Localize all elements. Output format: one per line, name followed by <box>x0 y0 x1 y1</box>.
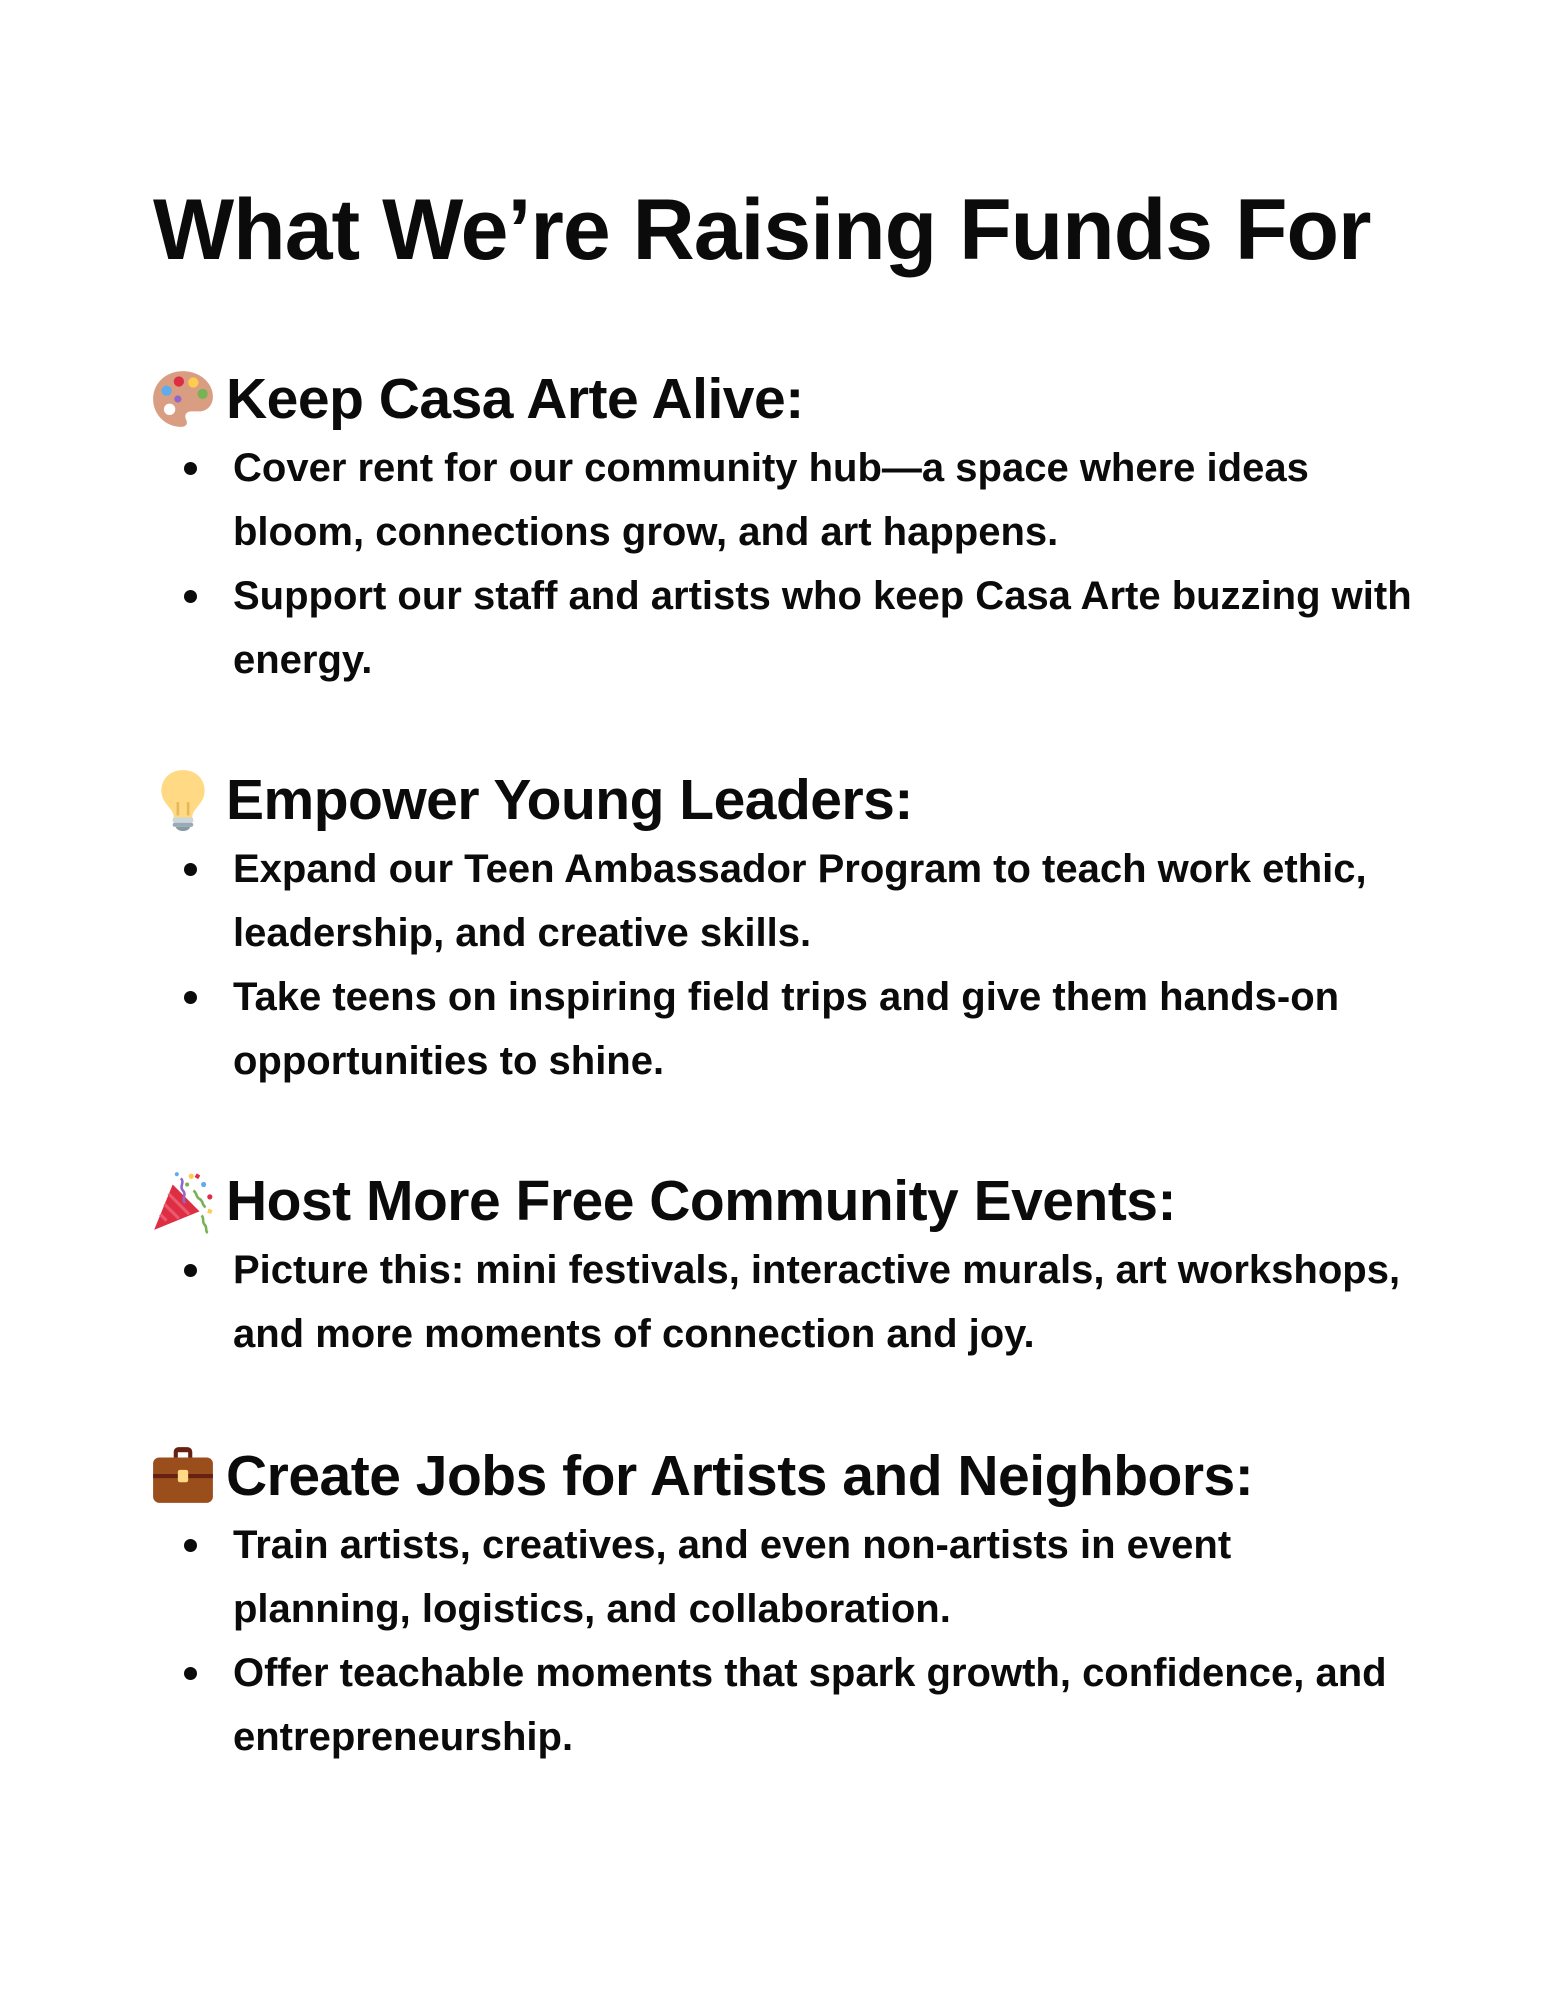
briefcase-icon <box>150 1443 216 1509</box>
section-heading <box>150 362 1410 436</box>
list-item <box>150 837 1413 965</box>
bullet-icon <box>184 1264 197 1277</box>
page-title: What We’re Raising Funds For <box>153 182 1371 278</box>
list-item-text: Support our staff and artists who keep Casa Arte buzzing with energy. <box>233 574 1412 682</box>
party-popper-icon <box>150 1168 216 1234</box>
bullet-list <box>150 1238 1410 1366</box>
section-heading-label: Host More Free Community Events: <box>226 1169 1176 1233</box>
bullet-list <box>150 436 1410 692</box>
section-heading <box>150 1439 1410 1513</box>
section-heading-label: Keep Casa Arte Alive: <box>226 367 804 431</box>
list-item-text: Expand our Teen Ambassador Program to teach work ethic, leadership, and creative skills. <box>233 847 1367 955</box>
bullet-icon <box>184 1539 197 1552</box>
bullet-list <box>150 1513 1410 1769</box>
list-item <box>150 436 1413 564</box>
list-item-text: Take teens on inspiring field trips and give them hands-on opportunities to shine. <box>233 975 1340 1083</box>
light-bulb-icon <box>150 767 216 833</box>
list-item <box>150 1513 1413 1641</box>
bullet-icon <box>184 590 197 603</box>
bullet-icon <box>184 863 197 876</box>
list-item-text: Picture this: mini festivals, interactive murals, art workshops, and more moments of connection and joy. <box>233 1248 1401 1356</box>
bullet-icon <box>184 991 197 1004</box>
bullet-icon <box>184 462 197 475</box>
section-keep-casa-arte-alive <box>150 362 1410 692</box>
section-heading <box>150 1164 1410 1238</box>
section-heading-label: Create Jobs for Artists and Neighbors: <box>226 1444 1254 1508</box>
list-item-text: Offer teachable moments that spark growth, confidence, and entrepreneurship. <box>233 1651 1387 1759</box>
artist-palette-icon <box>150 366 216 432</box>
section-host-more-free-community-events <box>150 1164 1410 1366</box>
list-item-text: Train artists, creatives, and even non-artists in event planning, logistics, and collaboration. <box>233 1523 1232 1631</box>
list-item-text: Cover rent for our community hub—a space where ideas bloom, connections grow, and art happens. <box>233 446 1309 554</box>
list-item <box>150 1641 1413 1769</box>
section-create-jobs <box>150 1439 1410 1769</box>
list-item <box>150 1238 1413 1366</box>
section-heading-label: Empower Young Leaders: <box>226 768 913 832</box>
list-item <box>150 965 1413 1093</box>
section-empower-young-leaders <box>150 763 1410 1093</box>
section-heading <box>150 763 1410 837</box>
list-item <box>150 564 1413 692</box>
bullet-list <box>150 837 1410 1093</box>
bullet-icon <box>184 1667 197 1680</box>
